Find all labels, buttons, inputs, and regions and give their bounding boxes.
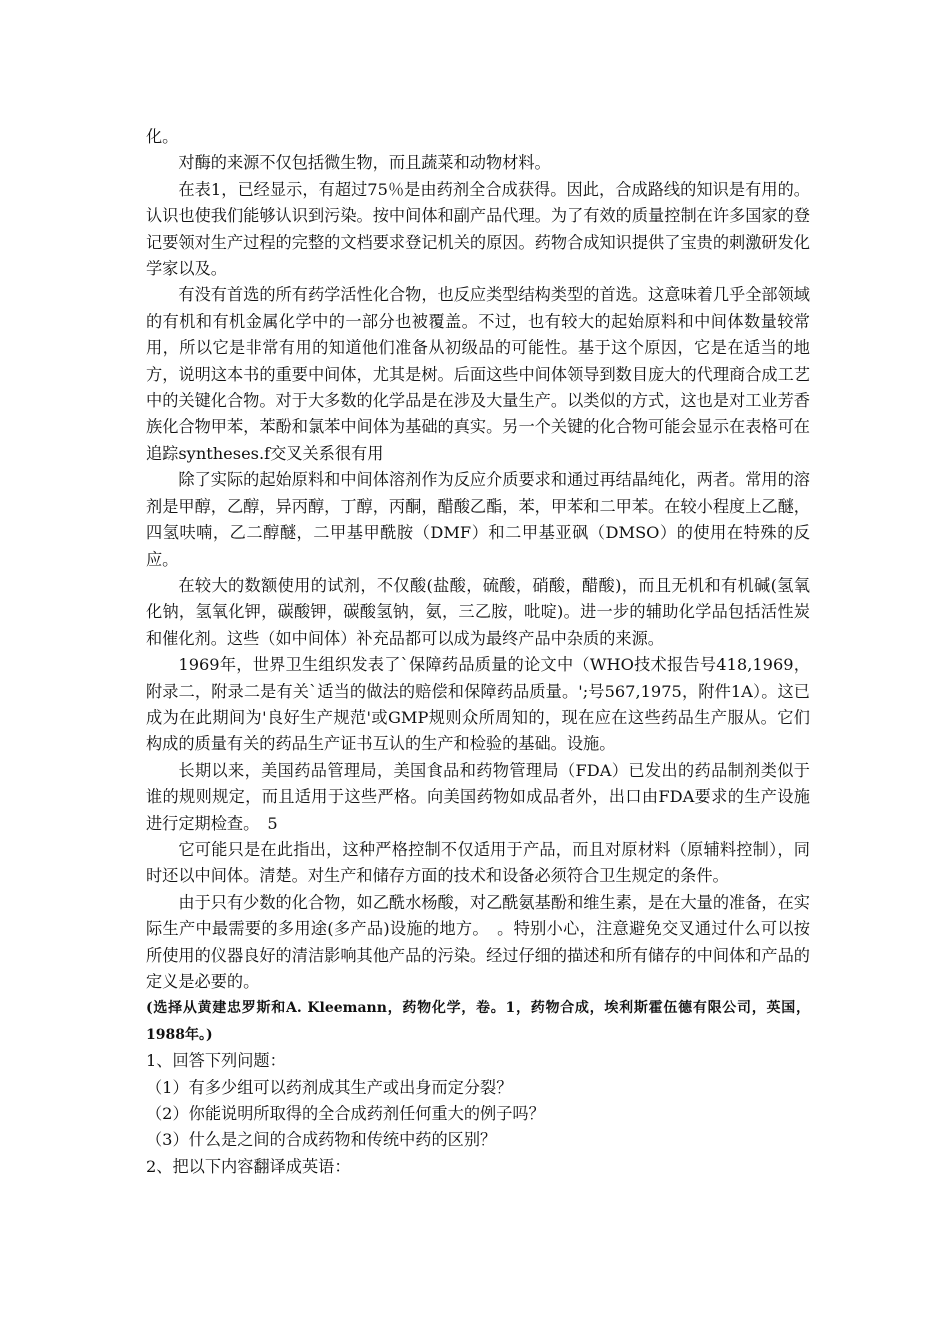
paragraph: 在较大的数额使用的试剂，不仅酸(盐酸，硫酸，硝酸，醋酸)，而且无机和有机碱(氢氧化钠，氢氧化钾，碳酸钾，碳酸氢钠，氨，三乙胺，吡啶)。进一步的辅助化学品包括活性炭和催化剂。这些（如中间体）补充品都可以成为最终产品中杂质的来源。 — [146, 575, 810, 648]
question-2-title: 2、把以下内容翻译成英语： — [146, 1156, 351, 1176]
paragraph: 长期以来，美国药品管理局，美国食品和药物管理局（FDA）已发出的药品制剂类似于谁的规则规定，而且适用于这些严格。向美国药物如成品者外，出口由FDA要求的生产设施进行定期检查。 5 — [146, 760, 810, 833]
paragraph: 它可能只是在此指出，这种严格控制不仅适用于产品，而且对原材料（原辅料控制），同时还以中间体。清楚。对生产和储存方面的技术和设备必须符合卫生规定的条件。 — [146, 839, 810, 886]
paragraph: 1969年，世界卫生组织发表了`保障药品质量的论文中（WHO技术报告号418,1969，附录二，附录二是有关`适当的做法的赔偿和保障药品质量。';号567,1975，附件1A）。这已成为在此期间为'良好生产规范'或GMP规则众所周知的，现在应在这些药品生产服从。它们构成的质量有关的药品生产证书互认的生产和检验的基础。设施。 — [146, 655, 810, 754]
paragraph: 对酶的来源不仅包括微生物，而且蔬菜和动物材料。 — [178, 153, 551, 173]
paragraph: 在表1，已经显示，有超过75％是由药剂全合成获得。因此，合成路线的知识是有用的。认识也使我们能够认识到污染。按中间体和副产品代理。为了有效的质量控制在许多国家的登记要领对生产过程的完整的文档要求登记机关的原因。药物合成知识提供了宝贵的刺激研发化学家以及。 — [146, 179, 810, 279]
question-1-title: 1、回答下列问题： — [146, 1051, 286, 1071]
paragraph: 有没有首选的所有药学活性化合物，也反应类型结构类型的首选。这意味着几乎全部领域的有机和有机金属化学中的一部分也被覆盖。不过，也有较大的起始原料和中间体数量较常用，所以它是非常有用的知道他们准备从初级品的可能性。基于这个原因，它是在适当的地方，说明这本书的重要中间体，尤其是树。后面这些中间体领导到数目庞大的代理商合成工艺中的关键化合物。对于大多数的化学品是在涉及大量生产。以类似的方式，这也是对工业芳香族化合物甲苯，苯酚和氯苯中间体为基础的真实。另一个关键的化合物可能会显示在表格可在追踪syntheses.f交叉关系很有用 — [146, 285, 810, 463]
question-1-item-1: （1）有多少组可以药剂成其生产或出身而定分裂？ — [146, 1077, 513, 1097]
document-body — [146, 124, 810, 1180]
paragraph: 化。 — [146, 127, 179, 146]
paragraph: 除了实际的起始原料和中间体溶剂作为反应介质要求和通过再结晶纯化，两者。常用的溶剂是甲醇，乙醇，异丙醇，丁醇，丙酮，醋酸乙酯，苯，甲苯和二甲苯。在较小程度上乙醚，四氢呋喃，乙二醇醚，二甲基甲酰胺（DMF）和二甲基亚砜（DMSO）的使用在特殊的反应。 — [146, 470, 810, 569]
question-1-item-2: （2）你能说明所取得的全合成药剂任何重大的例子吗？ — [146, 1104, 545, 1124]
source-note: (选择从黄建忠罗斯和A. Kleemann，药物化学，卷。1，药物合成，埃利斯霍伍德有限公司，英国，1988年。) — [146, 1000, 810, 1043]
paragraph: 由于只有少数的化合物，如乙酰水杨酸，对乙酰氨基酚和维生素，是在大量的准备，在实际生产中最需要的多用途(多产品)设施的地方。 。特别小心，注意避免交叉通过什么可以按所使用的仪器良好的清洁影响其他产品的污染。经过仔细的描述和所有储存的中间体和产品的定义是必要的。 — [146, 892, 810, 991]
question-1-item-3: （3）什么是之间的合成药物和传统中药的区别？ — [146, 1130, 497, 1150]
